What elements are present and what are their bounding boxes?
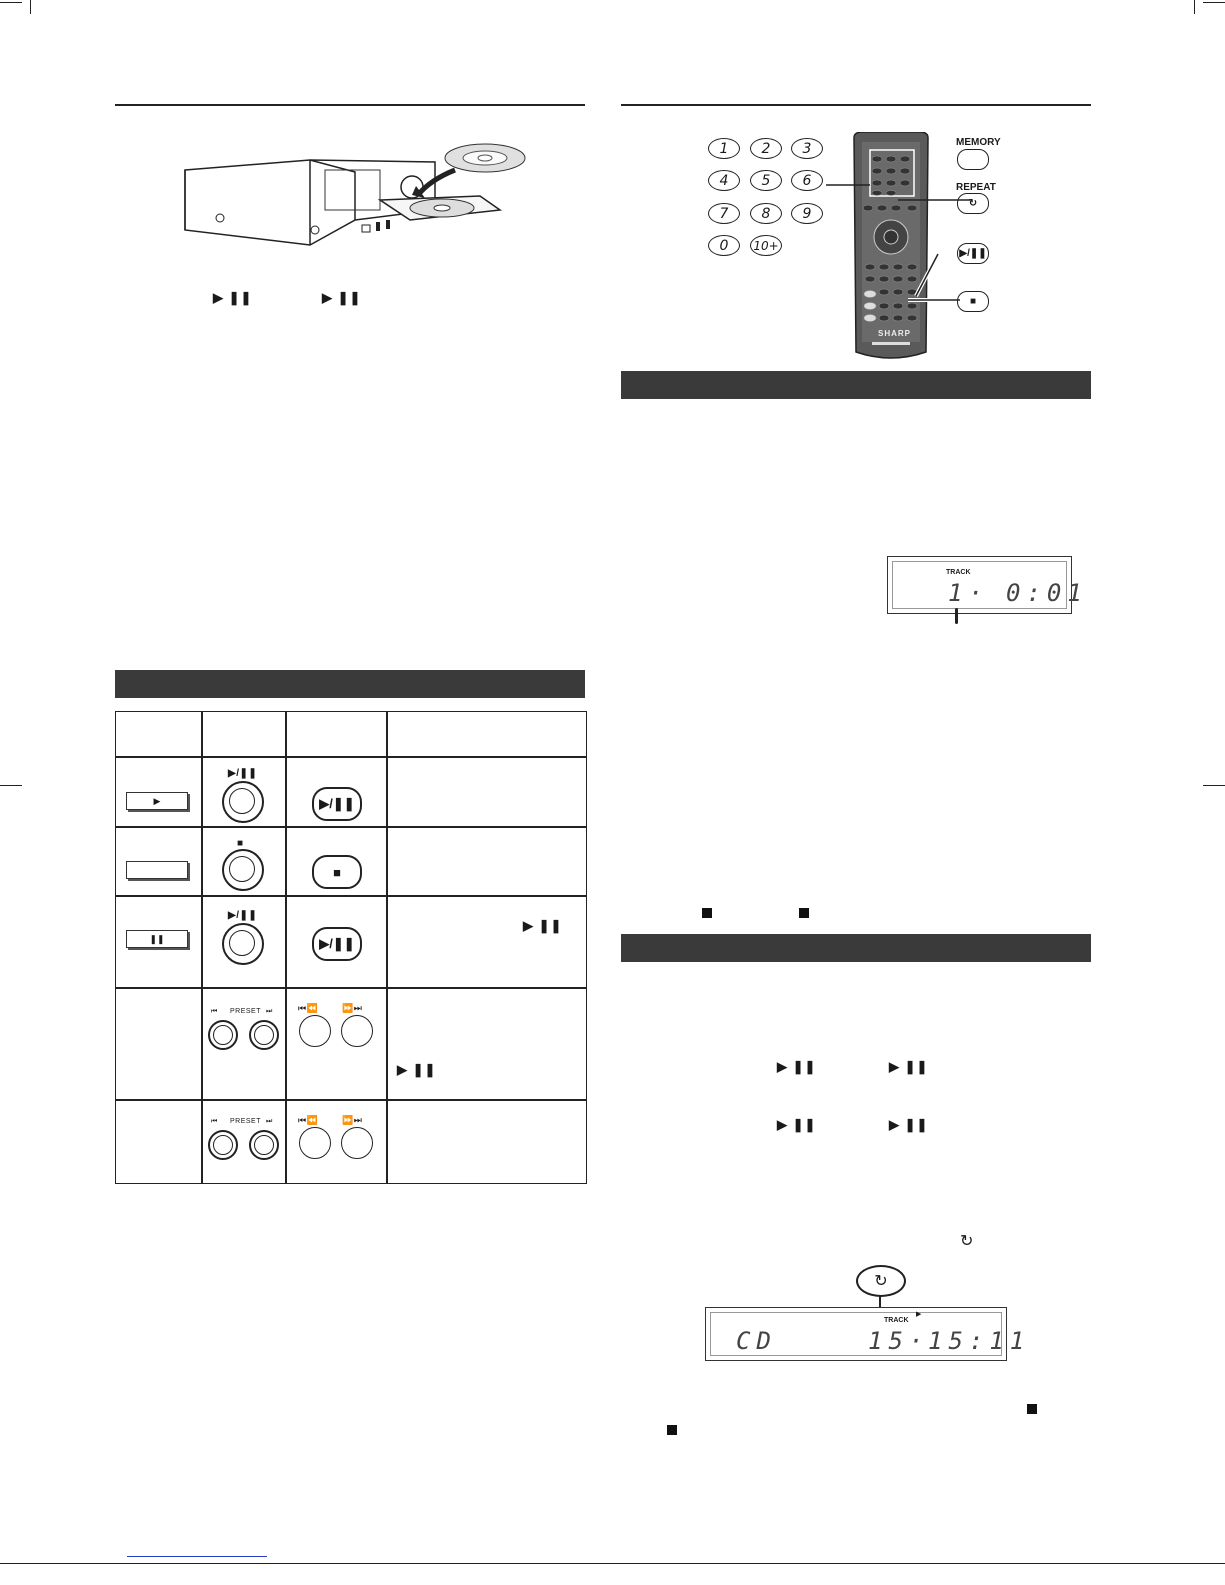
unit-stop-button[interactable] bbox=[222, 849, 264, 891]
table-divider bbox=[116, 756, 586, 758]
display-play-indicator: ▶ bbox=[126, 792, 188, 810]
remote-play-pause-button[interactable]: ▶/❚❚ bbox=[312, 787, 362, 821]
play-pause-symbol: ▶ ❚❚ bbox=[777, 1117, 817, 1132]
unit-skip-back-button[interactable] bbox=[208, 1020, 238, 1050]
table-divider bbox=[116, 895, 586, 897]
remote-rewind-button[interactable] bbox=[299, 1127, 331, 1159]
stop-symbol bbox=[667, 1425, 677, 1435]
numeric-key[interactable]: 10+ bbox=[750, 235, 782, 256]
cd-display bbox=[705, 1307, 1031, 1361]
skip-back-label: ⏮ bbox=[211, 1118, 218, 1125]
track-display bbox=[887, 556, 1088, 614]
remote-rewind-button[interactable] bbox=[299, 1015, 331, 1047]
repeat-icon: ↻ bbox=[960, 1233, 974, 1250]
table-divider bbox=[116, 826, 586, 828]
skip-forward-label: ⏭ bbox=[266, 1118, 273, 1125]
repeat-button[interactable]: ↻ bbox=[957, 193, 989, 214]
crop-mark bbox=[1203, 2, 1225, 3]
numeric-key[interactable]: 3 bbox=[791, 138, 823, 159]
operation-table bbox=[115, 711, 587, 1184]
numeric-key[interactable]: 2 bbox=[750, 138, 782, 159]
play-pause-symbol: ▶ ❚❚ bbox=[213, 290, 253, 305]
skip-back-label: ⏮ bbox=[211, 1008, 218, 1015]
play-pause-symbol: ▶ ❚❚ bbox=[523, 918, 563, 933]
remote-rewind-label: ⏮⏪ bbox=[298, 1115, 319, 1125]
display-stop-indicator bbox=[126, 861, 188, 879]
unit-play-pause-button[interactable] bbox=[222, 923, 264, 965]
crop-mark bbox=[30, 0, 31, 14]
play-pause-label: ▶/❚❚ bbox=[228, 910, 258, 921]
unit-illustration bbox=[180, 140, 540, 252]
footer-link-underline bbox=[127, 1556, 267, 1557]
crop-mark bbox=[1194, 0, 1195, 14]
numeric-key[interactable]: 6 bbox=[791, 170, 823, 191]
crop-mark bbox=[0, 2, 22, 3]
play-pause-button[interactable]: ▶/❚❚ bbox=[957, 243, 989, 264]
preset-label: PRESET bbox=[230, 1118, 262, 1125]
display-pause-indicator: ❚❚ bbox=[126, 930, 188, 948]
numeric-key[interactable]: 0 bbox=[708, 235, 740, 256]
unit-skip-back-button[interactable] bbox=[208, 1130, 238, 1160]
stop-symbol bbox=[1027, 1404, 1037, 1414]
section-heading-bar bbox=[621, 371, 1091, 399]
track-number: 1· bbox=[948, 579, 989, 607]
track-number: 15· bbox=[868, 1327, 930, 1355]
remote-brand: SHARP bbox=[878, 329, 912, 338]
play-pause-symbol: ▶ ❚❚ bbox=[889, 1117, 929, 1132]
table-divider bbox=[116, 987, 586, 989]
unit-skip-forward-button[interactable] bbox=[249, 1130, 279, 1160]
numeric-key[interactable]: 8 bbox=[750, 203, 782, 224]
numeric-key[interactable]: 4 bbox=[708, 170, 740, 191]
table-divider bbox=[116, 1099, 586, 1101]
numeric-key[interactable]: 1 bbox=[708, 138, 740, 159]
table-divider bbox=[201, 712, 203, 1183]
remote-fastforward-label: ⏩⏭ bbox=[342, 1003, 363, 1013]
play-pause-symbol: ▶ ❚❚ bbox=[889, 1059, 929, 1074]
numeric-key[interactable]: 5 bbox=[750, 170, 782, 191]
elapsed-time: 15:11 bbox=[928, 1327, 1031, 1355]
remote-fastforward-label: ⏩⏭ bbox=[342, 1115, 363, 1125]
section-heading-bar bbox=[621, 934, 1091, 962]
play-pause-symbol: ▶ ❚❚ bbox=[777, 1059, 817, 1074]
skip-forward-label: ⏭ bbox=[266, 1008, 273, 1015]
remote-stop-button[interactable]: ■ bbox=[312, 855, 362, 889]
play-indicator: ▶ bbox=[916, 1311, 922, 1318]
stop-symbol bbox=[799, 908, 809, 918]
unit-play-pause-button[interactable] bbox=[222, 781, 264, 823]
numeric-key[interactable]: 9 bbox=[791, 203, 823, 224]
preset-label: PRESET bbox=[230, 1008, 262, 1015]
crop-mark bbox=[1203, 785, 1225, 786]
unit-skip-forward-button[interactable] bbox=[249, 1020, 279, 1050]
stop-button[interactable]: ■ bbox=[957, 291, 989, 312]
track-indicator: TRACK bbox=[884, 1317, 909, 1324]
callout-line bbox=[955, 608, 958, 624]
stop-label: ■ bbox=[237, 838, 244, 849]
section-heading-bar bbox=[115, 670, 585, 698]
remote-fastforward-button[interactable] bbox=[341, 1015, 373, 1047]
right-header-rule bbox=[621, 104, 1091, 106]
remote-rewind-label: ⏮⏪ bbox=[298, 1003, 319, 1013]
track-indicator: TRACK bbox=[946, 569, 971, 576]
left-header-rule bbox=[115, 104, 585, 106]
elapsed-time: 0:01 bbox=[1006, 579, 1088, 607]
memory-button[interactable] bbox=[957, 149, 989, 170]
table-divider bbox=[285, 712, 287, 1183]
stop-symbol bbox=[702, 908, 712, 918]
numeric-key[interactable]: 7 bbox=[708, 203, 740, 224]
remote-play-pause-button[interactable]: ▶/❚❚ bbox=[312, 927, 362, 961]
repeat-callout: ↻ bbox=[856, 1265, 906, 1297]
remote-fastforward-button[interactable] bbox=[341, 1127, 373, 1159]
source-indicator: CD bbox=[736, 1327, 777, 1355]
table-divider bbox=[386, 712, 388, 1183]
play-pause-label: ▶/❚❚ bbox=[228, 768, 258, 779]
play-pause-symbol: ▶ ❚❚ bbox=[322, 290, 362, 305]
crop-mark bbox=[0, 1563, 1225, 1564]
repeat-label: REPEAT bbox=[956, 182, 996, 193]
memory-label: MEMORY bbox=[956, 137, 1001, 148]
play-pause-symbol: ▶ ❚❚ bbox=[397, 1062, 437, 1077]
crop-mark bbox=[0, 785, 22, 786]
